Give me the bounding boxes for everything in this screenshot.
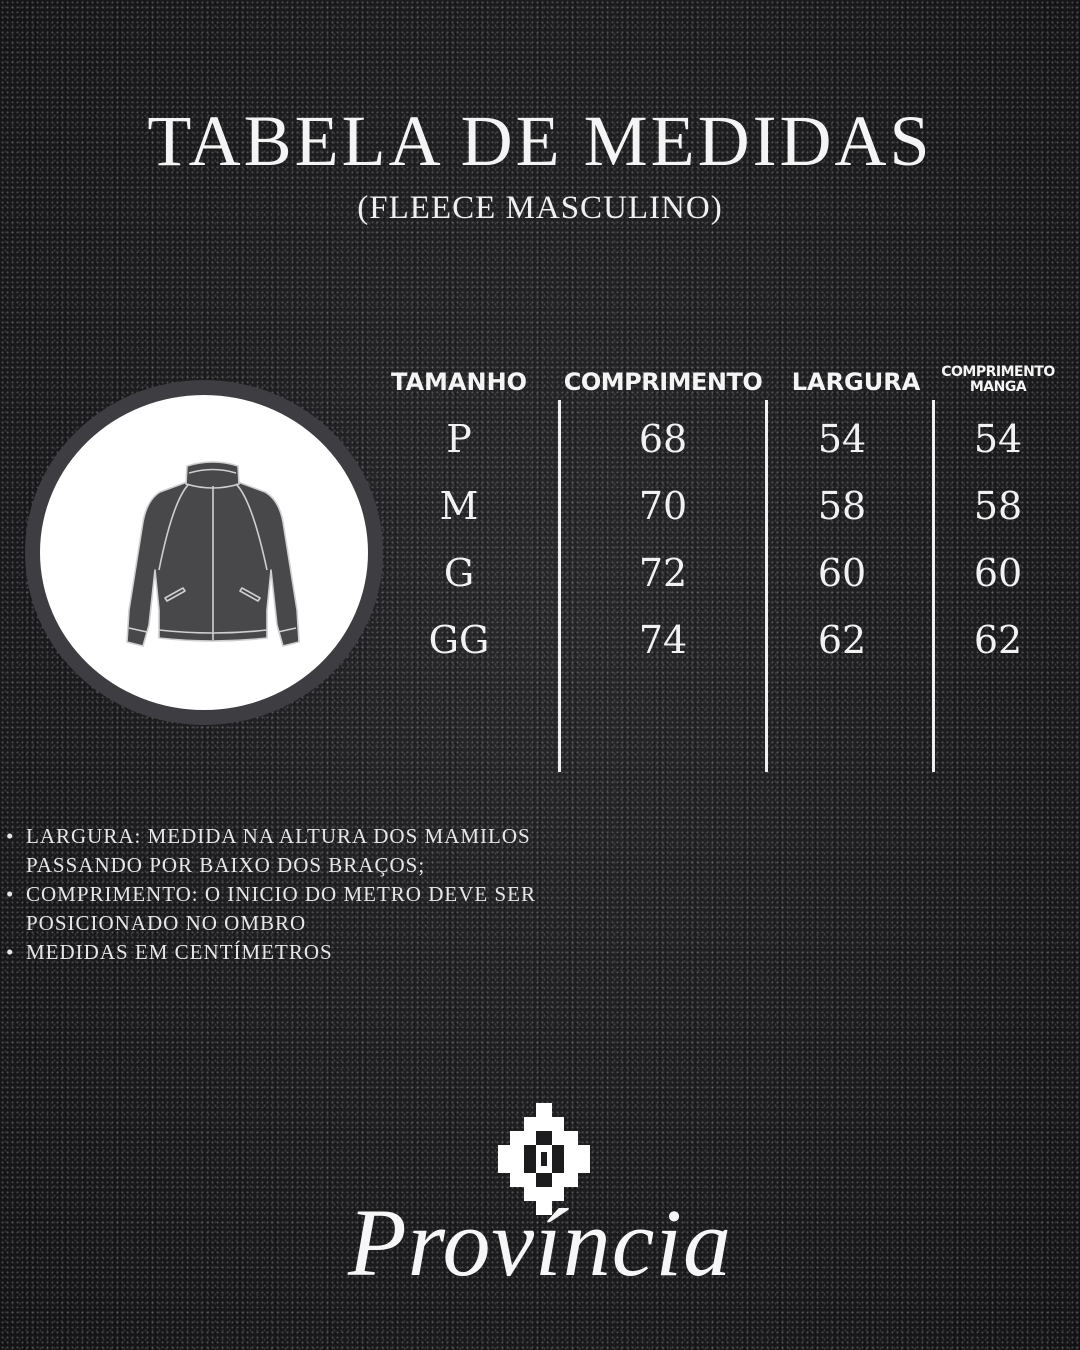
cell-size: G xyxy=(443,551,475,595)
cell-width: 54 xyxy=(817,417,867,461)
cell-size: M xyxy=(439,484,479,528)
header-length: COMPRIMENTO xyxy=(563,368,763,396)
cell-length: 72 xyxy=(638,551,688,595)
note-line: POSICIONADO NO OMBRO xyxy=(26,911,307,935)
cell-sleeve: 54 xyxy=(973,417,1023,461)
brand-logo-text: Província xyxy=(348,1189,732,1296)
page-subtitle: (FLEECE MASCULINO) xyxy=(357,190,723,226)
header-sleeve-line2: MANGA xyxy=(969,379,1027,396)
note-line: COMPRIMENTO: O INICIO DO METRO DEVE SER xyxy=(26,882,536,906)
cell-size: GG xyxy=(428,618,490,662)
list-item xyxy=(6,822,576,880)
note-line: MEDIDAS EM CENTÍMETROS xyxy=(26,940,333,964)
list-item xyxy=(6,938,576,967)
column-divider xyxy=(932,400,935,772)
bullet-icon: • xyxy=(6,824,15,848)
cell-sleeve: 58 xyxy=(973,484,1023,528)
cell-width: 60 xyxy=(817,551,867,595)
measurement-notes xyxy=(6,822,576,967)
header-width: LARGURA xyxy=(791,368,921,396)
cell-size: P xyxy=(446,417,472,461)
cell-sleeve: 62 xyxy=(973,618,1023,662)
jacket-icon xyxy=(125,460,300,655)
bullet-icon: • xyxy=(6,882,15,906)
cell-width: 62 xyxy=(817,618,867,662)
header-sleeve-line1: COMPRIMENTO xyxy=(941,364,1055,380)
cell-length: 70 xyxy=(638,484,688,528)
bullet-icon: • xyxy=(6,940,15,964)
header-size: TAMANHO xyxy=(390,368,528,396)
page-title: TABELA DE MEDIDAS xyxy=(147,101,933,181)
list-item xyxy=(6,880,576,938)
header-sleeve-length xyxy=(936,365,1060,396)
product-illustration xyxy=(25,380,383,725)
cell-length: 74 xyxy=(638,618,688,662)
note-line: LARGURA: MEDIDA NA ALTURA DOS MAMILOS xyxy=(26,824,531,848)
cell-length: 68 xyxy=(638,417,688,461)
cell-sleeve: 60 xyxy=(973,551,1023,595)
illustration-circle xyxy=(40,395,368,710)
note-line: PASSANDO POR BAIXO DOS BRAÇOS; xyxy=(26,853,426,877)
cell-width: 58 xyxy=(817,484,867,528)
